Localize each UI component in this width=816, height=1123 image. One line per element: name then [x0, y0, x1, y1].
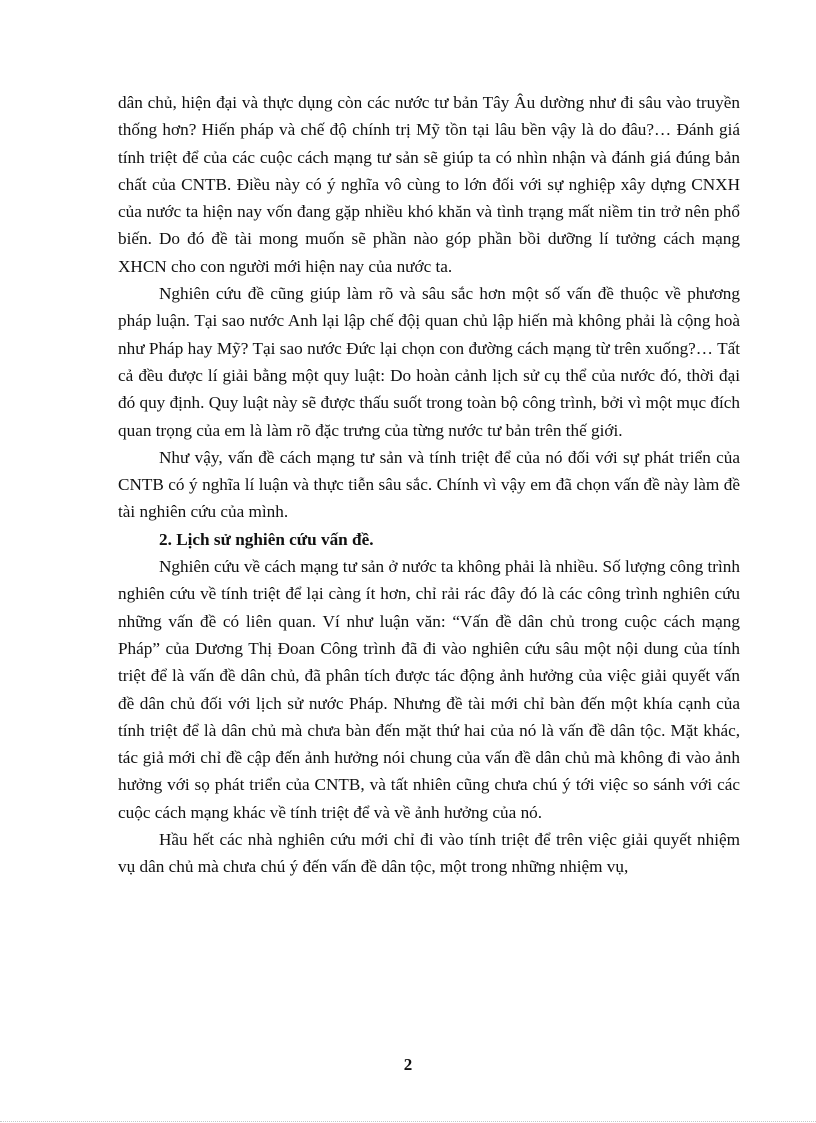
- page-number: 2: [403, 1055, 413, 1074]
- page-bottom-divider: [0, 1121, 816, 1122]
- page-body: [118, 89, 740, 881]
- paragraph-research-history: Nghiên cứu về cách mạng tư sản ở nước ta không phải là nhiều. Số lượng công trình nghiên cứu về tính triệt để lại càng ít hơn, chỉ rải rác đây đó là các công trình nghiên cứu những vấn đề có liên quan. Ví như luận văn: “Vấn đề dân chủ trong cuộc cách mạng Pháp” của Dương Thị Đoan Công trình đã đi vào nghiên cứu sâu một nội dung của tính triệt để là vấn đề dân chủ, đã phân tích được tác động ảnh hưởng của việc giải quyết vấn đề dân chủ đối với lịch sử nước Pháp. Nhưng đề tài mới chỉ bàn đến một khía cạnh của tính triệt để là dân chủ mà chưa bàn đến mặt thứ hai của nó là vấn đề dân tộc. Mặt khác, tác giả mới chỉ đề cập đến ảnh hưởng nói chung của vấn đề dân chủ mà không đi vào ảnh hưởng với sọ phát triển của CNTB, và tất nhiên cũng chưa chú ý tới việc so sánh với các cuộc cách mạng khác về tính triệt để và về ảnh hưởng của nó.: [118, 557, 740, 822]
- paragraph-conclusion: Như vậy, vấn đề cách mạng tư sản và tính triệt để của nó đối với sự phát triển của CNTB có ý nghĩa lí luận và thực tiễn sâu sắc. Chính vì vậy em đã chọn vấn đề này làm đề tài nghiên cứu của mình.: [118, 447, 740, 522]
- paragraph-researchers: Hầu hết các nhà nghiên cứu mới chỉ đi vào tính triệt để trên việc giải quyết nhiệm vụ dân chủ mà chưa chú ý đến vấn đề dân tộc, một trong những nhiệm vụ,: [118, 830, 740, 877]
- paragraph-methodology: Nghiên cứu đề cũng giúp làm rõ và sâu sắc hơn một số vấn đề thuộc về phương pháp luận. Tại sao nước Anh lại lập chế độị quan chủ lập hiến mà không phải là cộng hoà như Pháp hay Mỹ? Tại sao nước Đức lại chọn con đường cách mạng từ trên xuống?… Tất cả đều được lí giải bằng một quy luật: Do hoàn cảnh lịch sử cụ thể của nước đó, thời đại đó quy định. Quy luật này sẽ được thấu suốt trong toàn bộ công trình, bởi vì một mục đích quan trọng của em là làm rõ đặc trưng của từng nước tư bản trên thế giới.: [118, 284, 740, 440]
- paragraph-continuation: dân chủ, hiện đại và thực dụng còn các nước tư bản Tây Âu dường như đi sâu vào truyền thống hơn? Hiến pháp và chế độ chính trị Mỹ tồn tại lâu bền vậy là do đâu?… Đánh giá tính triệt để của các cuộc cách mạng tư sản sẽ giúp ta có nhìn nhận và đánh giá đúng bản chất của CNTB. Điều này có ý nghĩa vô cùng to lớn đối với sự nghiệp xây dựng CNXH của nước ta hiện nay vốn đang gặp nhiều khó khăn và tình trạng mất niềm tin trở nên phổ biến. Do đó đề tài mong muốn sẽ phần nào góp phần bồi dưỡng lí tưởng cách mạng XHCN cho con người mới hiện nay của nước ta.: [118, 93, 740, 276]
- section-heading: 2. Lịch sử nghiên cứu vấn đề.: [159, 529, 374, 549]
